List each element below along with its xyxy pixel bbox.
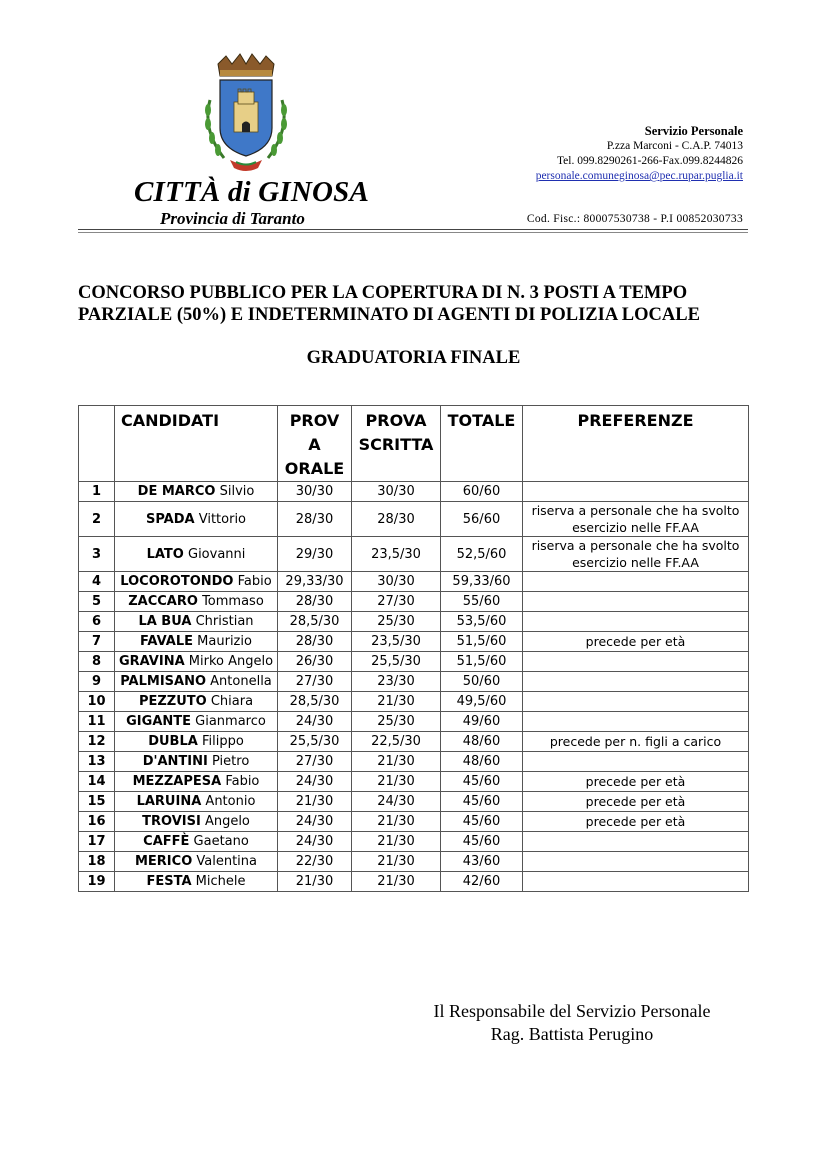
candidate-surname: ZACCARO: [128, 594, 198, 609]
table-row: [79, 632, 749, 652]
prova-scritta-score: 21/30: [352, 772, 441, 792]
signature-role: Il Responsabile del Servizio Personale: [433, 1001, 711, 1021]
city-name: CITTÀ di GINOSA: [134, 176, 370, 208]
preference-note: [523, 852, 749, 872]
prova-scritta-score: 23,5/30: [352, 632, 441, 652]
table-row: [79, 692, 749, 712]
candidate-name: [115, 692, 278, 712]
candidate-name: [115, 792, 278, 812]
preference-note: [523, 482, 749, 502]
candidate-first-name: Vittorio: [198, 511, 247, 527]
header-divider: [78, 229, 748, 230]
header-prova-scritta: PROVA SCRITTA: [352, 406, 441, 482]
prova-orale-score: 21/30: [278, 872, 352, 892]
header-prova-orale: PROV A ORALE: [278, 406, 352, 482]
candidate-first-name: Antonio: [205, 794, 256, 809]
candidate-first-name: Silvio: [219, 484, 255, 499]
table-row: [79, 612, 749, 632]
prova-orale-score: 27/30: [278, 752, 352, 772]
candidate-first-name: Pietro: [212, 754, 250, 769]
prova-orale-score: 30/30: [278, 482, 352, 502]
ranking-table: [78, 405, 749, 892]
candidate-surname: FAVALE: [140, 634, 194, 649]
total-score: 59,33/60: [441, 572, 523, 592]
table-row: [79, 872, 749, 892]
total-score: 56/60: [441, 502, 523, 537]
candidate-first-name: Angelo: [204, 814, 250, 829]
header-totale: TOTALE: [441, 406, 523, 482]
rank-number: 16: [79, 812, 115, 832]
header-preferenze: PREFERENZE: [523, 406, 749, 482]
candidate-surname: MERICO: [134, 854, 193, 869]
rank-number: 18: [79, 852, 115, 872]
prova-scritta-score: 21/30: [352, 832, 441, 852]
preference-note: [523, 612, 749, 632]
candidate-surname: FESTA: [146, 874, 192, 889]
prova-orale-score: 24/30: [278, 832, 352, 852]
total-score: 60/60: [441, 482, 523, 502]
preference-note: [523, 692, 749, 712]
office-address: P.zza Marconi - C.A.P. 74013: [606, 140, 743, 152]
preference-note: [523, 652, 749, 672]
total-score: 42/60: [441, 872, 523, 892]
candidate-surname: DE MARCO: [137, 484, 216, 499]
rank-number: 2: [79, 502, 115, 537]
prova-orale-score: 24/30: [278, 712, 352, 732]
candidate-surname: PALMISANO: [120, 674, 207, 689]
rank-number: 11: [79, 712, 115, 732]
prova-orale-score: 29,33/30: [278, 572, 352, 592]
prova-scritta-score: 25/30: [352, 612, 441, 632]
candidate-surname: TROVISI: [142, 814, 201, 829]
candidate-first-name: Antonella: [210, 674, 272, 689]
table-row: [79, 482, 749, 502]
signature-block: [372, 1000, 772, 1046]
prova-scritta-score: 30/30: [352, 572, 441, 592]
total-score: 45/60: [441, 772, 523, 792]
prova-orale-score: 28/30: [278, 502, 352, 537]
total-score: 49,5/60: [441, 692, 523, 712]
candidate-first-name: Gaetano: [193, 834, 249, 849]
rank-number: 3: [79, 537, 115, 572]
candidate-surname: PEZZUTO: [138, 694, 207, 709]
rank-number: 5: [79, 592, 115, 612]
rank-number: 17: [79, 832, 115, 852]
candidate-name: [115, 752, 278, 772]
table-row: [79, 772, 749, 792]
document-subtitle: GRADUATORIA FINALE: [306, 348, 521, 368]
preference-note: riserva a personale che ha svolto esercizio nelle FF.AA: [523, 537, 749, 572]
table-row: [79, 502, 749, 537]
rank-number: 1: [79, 482, 115, 502]
preference-note: [523, 672, 749, 692]
prova-orale-score: 27/30: [278, 672, 352, 692]
candidate-name: [115, 537, 278, 572]
total-score: 50/60: [441, 672, 523, 692]
prova-scritta-score: 23,5/30: [352, 537, 441, 572]
preference-note: [523, 872, 749, 892]
header-divider-secondary: [78, 232, 748, 233]
office-email-link[interactable]: personale.comuneginosa@pec.rupar.puglia.it: [535, 170, 743, 182]
preference-note: [523, 592, 749, 612]
prova-orale-score: 22/30: [278, 852, 352, 872]
prova-scritta-score: 21/30: [352, 752, 441, 772]
table-row: [79, 792, 749, 812]
total-score: 55/60: [441, 592, 523, 612]
header-candidati: CANDIDATI: [115, 406, 278, 482]
prova-orale-score: 21/30: [278, 792, 352, 812]
preference-note: precede per età: [523, 812, 749, 832]
candidate-name: [115, 502, 278, 537]
candidate-name: [115, 672, 278, 692]
signature-name: Rag. Battista Perugino: [490, 1024, 654, 1044]
prova-scritta-score: 21/30: [352, 812, 441, 832]
candidate-name: [115, 632, 278, 652]
total-score: 52,5/60: [441, 537, 523, 572]
preference-note: [523, 712, 749, 732]
candidate-name: [115, 732, 278, 752]
prova-scritta-score: 25/30: [352, 712, 441, 732]
total-score: 53,5/60: [441, 612, 523, 632]
preference-note: [523, 572, 749, 592]
rank-number: 7: [79, 632, 115, 652]
candidate-surname: LATO: [146, 546, 184, 562]
preference-note: riserva a personale che ha svolto esercizio nelle FF.AA: [523, 502, 749, 537]
preference-note: precede per età: [523, 632, 749, 652]
candidate-first-name: Filippo: [201, 734, 244, 749]
candidate-first-name: Gianmarco: [195, 714, 266, 729]
preference-note: precede per n. figli a carico: [523, 732, 749, 752]
prova-orale-score: 24/30: [278, 812, 352, 832]
total-score: 51,5/60: [441, 632, 523, 652]
rank-number: 12: [79, 732, 115, 752]
table-row: [79, 712, 749, 732]
prova-scritta-score: 21/30: [352, 692, 441, 712]
prova-orale-score: 28/30: [278, 632, 352, 652]
candidate-surname: MEZZAPESA: [132, 774, 222, 789]
prova-orale-score: 29/30: [278, 537, 352, 572]
candidate-name: [115, 482, 278, 502]
table-row: [79, 732, 749, 752]
table-row: [79, 672, 749, 692]
candidate-first-name: Giovanni: [188, 546, 246, 562]
candidate-name: [115, 652, 278, 672]
candidate-name: [115, 712, 278, 732]
prova-orale-score: 28,5/30: [278, 692, 352, 712]
candidate-surname: LA BUA: [138, 614, 192, 629]
candidate-name: [115, 772, 278, 792]
table-row: [79, 812, 749, 832]
table-row: [79, 652, 749, 672]
candidate-first-name: Fabio: [225, 774, 260, 789]
total-score: 49/60: [441, 712, 523, 732]
office-title: Servizio Personale: [644, 124, 743, 138]
prova-orale-score: 26/30: [278, 652, 352, 672]
table-row: [79, 832, 749, 852]
preference-note: [523, 752, 749, 772]
candidate-surname: LARUINA: [136, 794, 202, 809]
preference-note: [523, 832, 749, 852]
candidate-first-name: Michele: [195, 874, 246, 889]
candidate-first-name: Maurizio: [197, 634, 252, 649]
candidate-surname: CAFFÈ: [143, 834, 190, 849]
candidate-name: [115, 592, 278, 612]
prova-orale-score: 24/30: [278, 772, 352, 792]
table-header-row: [79, 406, 749, 482]
rank-number: 14: [79, 772, 115, 792]
candidate-first-name: Fabio: [237, 574, 272, 589]
prova-scritta-score: 24/30: [352, 792, 441, 812]
rank-number: 9: [79, 672, 115, 692]
candidate-first-name: Valentina: [196, 854, 258, 869]
province-name: Provincia di Taranto: [160, 209, 305, 228]
city-crest-logo: [196, 50, 296, 180]
rank-number: 15: [79, 792, 115, 812]
candidate-name: [115, 612, 278, 632]
prova-orale-score: 28/30: [278, 592, 352, 612]
candidate-first-name: Mirko Angelo: [188, 654, 274, 669]
rank-number: 10: [79, 692, 115, 712]
candidate-surname: LOCOROTONDO: [120, 574, 234, 589]
table-row: [79, 752, 749, 772]
prova-scritta-score: 28/30: [352, 502, 441, 537]
total-score: 45/60: [441, 832, 523, 852]
rank-number: 13: [79, 752, 115, 772]
candidate-surname: D'ANTINI: [142, 754, 208, 769]
total-score: 45/60: [441, 792, 523, 812]
table-row: [79, 572, 749, 592]
candidate-surname: GIGANTE: [126, 714, 192, 729]
document-title: CONCORSO PUBBLICO PER LA COPERTURA DI N. 3 POSTI A TEMPO PARZIALE (50%) E INDETERMINATO DI AGENTI DI POLIZIA LOCALE: [78, 283, 700, 325]
candidate-first-name: Chiara: [210, 694, 254, 709]
table-row: [79, 537, 749, 572]
rank-number: 6: [79, 612, 115, 632]
prova-scritta-score: 25,5/30: [352, 652, 441, 672]
preference-note: precede per età: [523, 772, 749, 792]
prova-scritta-score: 30/30: [352, 482, 441, 502]
total-score: 43/60: [441, 852, 523, 872]
candidate-surname: DUBLA: [148, 734, 198, 749]
candidate-name: [115, 872, 278, 892]
total-score: 45/60: [441, 812, 523, 832]
candidate-surname: GRAVINA: [118, 654, 185, 669]
total-score: 48/60: [441, 752, 523, 772]
prova-scritta-score: 22,5/30: [352, 732, 441, 752]
table-row: [79, 852, 749, 872]
candidate-first-name: Christian: [195, 614, 254, 629]
candidate-name: [115, 572, 278, 592]
rank-number: 4: [79, 572, 115, 592]
preference-note: precede per età: [523, 792, 749, 812]
candidate-first-name: Tommaso: [202, 594, 264, 609]
header-number: [79, 406, 115, 482]
prova-scritta-score: 21/30: [352, 852, 441, 872]
rank-number: 8: [79, 652, 115, 672]
prova-orale-score: 28,5/30: [278, 612, 352, 632]
office-phone: Tel. 099.8290261-266-Fax.099.8244826: [556, 155, 743, 167]
rank-number: 19: [79, 872, 115, 892]
candidate-name: [115, 812, 278, 832]
table-row: [79, 592, 749, 612]
fiscal-code: Cod. Fisc.: 80007530738 - P.I 00852030733: [526, 213, 743, 225]
office-info: [536, 124, 743, 184]
prova-scritta-score: 27/30: [352, 592, 441, 612]
candidate-surname: SPADA: [145, 511, 195, 527]
prova-orale-score: 25,5/30: [278, 732, 352, 752]
candidate-name: [115, 852, 278, 872]
total-score: 51,5/60: [441, 652, 523, 672]
prova-scritta-score: 23/30: [352, 672, 441, 692]
total-score: 48/60: [441, 732, 523, 752]
prova-scritta-score: 21/30: [352, 872, 441, 892]
candidate-name: [115, 832, 278, 852]
